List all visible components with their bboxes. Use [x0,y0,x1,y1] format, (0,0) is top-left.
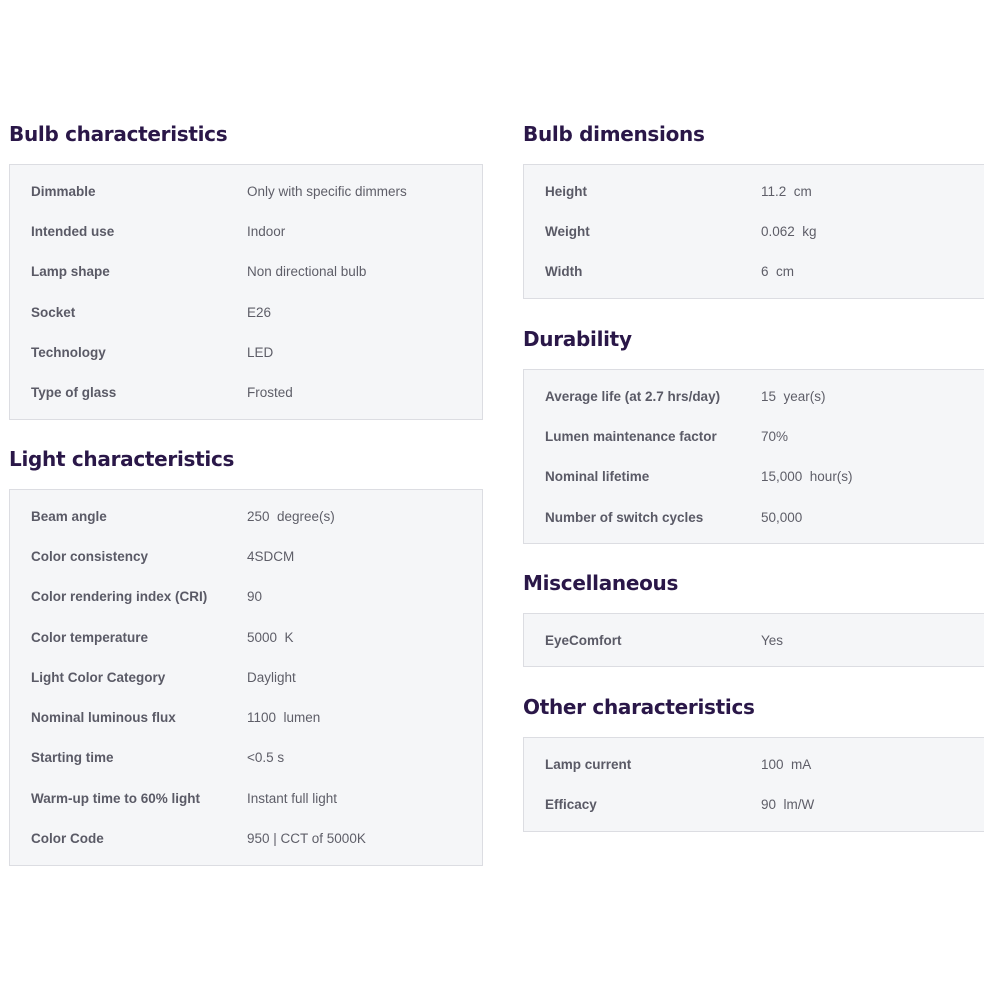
spec-label: Lumen maintenance factor [545,428,717,444]
spec-value: Yes [761,632,784,648]
spec-label: Socket [31,304,76,320]
spec-row-intended-use [10,211,482,251]
spec-value: 15,000 hour(s) [761,469,853,485]
spec-label: Lamp current [545,756,632,772]
spec-label: Warm-up time to 60% light [31,790,201,806]
spec-value: 11.2 cm [761,183,812,199]
section-title: Durability [523,327,632,351]
section-other-characteristics [523,692,984,832]
spec-value: Daylight [247,669,296,685]
spec-label: Efficacy [545,796,597,812]
section-bulb-dimensions [523,119,984,299]
spec-row-color-code [10,818,482,858]
spec-row-dimmable [10,171,482,211]
spec-label: Color temperature [31,629,149,645]
spec-row-socket [10,292,482,332]
spec-label: Technology [31,344,106,360]
spec-row-beam-angle [10,496,482,536]
spec-table [523,737,984,832]
spec-value: 50,000 [761,509,803,525]
spec-value: 100 mA [761,756,812,772]
spec-label: Color consistency [31,548,149,564]
spec-value: 15 year(s) [761,388,826,404]
spec-row-nominal-lifetime [524,457,984,497]
section-title: Miscellaneous [523,571,679,595]
spec-label: Intended use [31,223,115,239]
spec-value: <0.5 s [247,750,285,766]
spec-label: Nominal luminous flux [31,710,176,726]
section-title: Other characteristics [523,695,755,719]
spec-row-lamp-shape [10,252,482,292]
spec-row-efficacy [524,784,984,824]
spec-row-average-life [524,376,984,416]
spec-label: Width [545,264,583,280]
spec-row-starting-time [10,738,482,778]
spec-value: 90 lm/W [761,796,815,812]
spec-value: Indoor [247,223,286,239]
spec-value: Non directional bulb [247,264,367,280]
spec-row-cri [10,577,482,617]
spec-value: 4SDCM [247,548,295,564]
spec-label: Color rendering index (CRI) [31,589,208,605]
spec-row-luminous-flux [10,697,482,737]
spec-table [523,613,984,667]
spec-row-lumen-maintenance [524,416,984,456]
spec-value: 1100 lumen [247,710,321,726]
spec-label: Average life (at 2.7 hrs/day) [545,388,721,404]
spec-label: Beam angle [31,508,107,524]
spec-value: 950 | CCT of 5000K [247,831,366,847]
spec-label: Light Color Category [31,669,166,685]
spec-row-light-color-category [10,657,482,697]
spec-table [9,489,483,866]
spec-row-type-of-glass [10,372,482,412]
spec-label: Height [545,183,587,199]
section-title: Bulb dimensions [523,122,705,146]
spec-label: Dimmable [31,183,96,199]
spec-label: Weight [545,223,590,239]
spec-label: Color Code [31,831,104,847]
spec-label: EyeComfort [545,632,622,648]
section-light-characteristics [9,444,483,866]
spec-value: 250 degree(s) [247,508,335,524]
spec-row-color-consistency [10,536,482,576]
spec-value: 6 cm [761,264,795,280]
spec-value: LED [247,344,274,360]
spec-row-color-temperature [10,617,482,657]
section-title: Light characteristics [9,447,235,471]
spec-value: 0.062 kg [761,223,817,239]
spec-label: Lamp shape [31,264,110,280]
spec-row-weight [524,211,984,251]
spec-row-eyecomfort [524,620,984,660]
spec-label: Nominal lifetime [545,469,650,485]
spec-row-lamp-current [524,744,984,784]
spec-label: Number of switch cycles [545,509,704,525]
spec-value: Only with specific dimmers [247,183,407,199]
section-bulb-characteristics [9,119,483,420]
spec-table [9,164,483,420]
spec-label: Starting time [31,750,114,766]
section-durability [523,324,984,544]
spec-value: Instant full light [247,790,338,806]
spec-value: E26 [247,304,272,320]
section-miscellaneous [523,568,984,667]
spec-table [523,369,984,544]
spec-row-height [524,171,984,211]
spec-value: 70% [761,428,789,444]
spec-value: 5000 K [247,629,294,645]
spec-row-technology [10,332,482,372]
spec-label: Type of glass [31,385,117,401]
spec-value: 90 [247,589,263,605]
spec-value: Frosted [247,385,293,401]
section-title: Bulb characteristics [9,122,228,146]
spec-table [523,164,984,299]
spec-row-width [524,252,984,292]
spec-row-switch-cycles [524,497,984,537]
spec-row-warm-up-time [10,778,482,818]
